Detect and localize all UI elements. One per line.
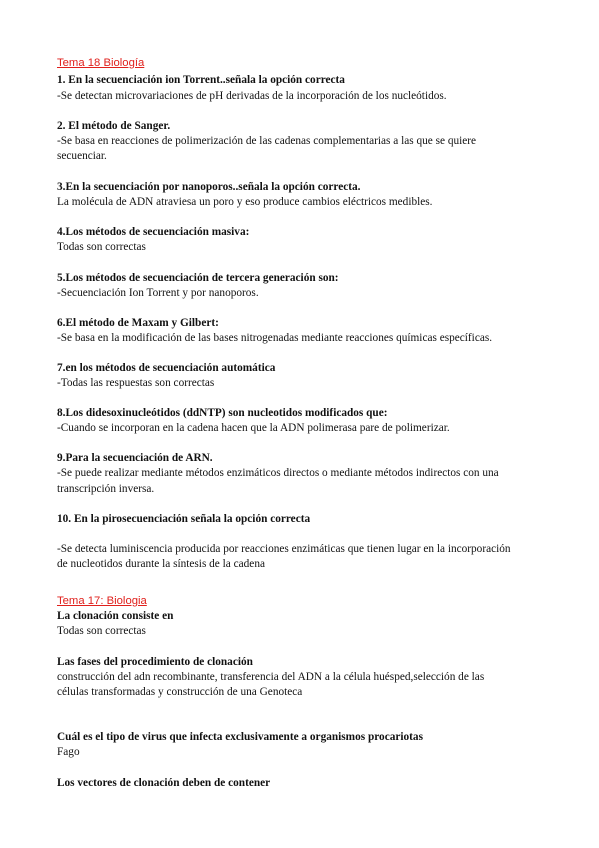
question-10: 10. En la pirosecuenciación señala la opción correcta: [57, 513, 311, 525]
answer-9-line-1: -Se puede realizar mediante métodos enzimáticos directos o mediante métodos indirectos con una: [57, 467, 499, 479]
answer-clonacion: Todas son correctas: [57, 625, 146, 637]
answer-10-line-1: -Se detecta luminiscencia producida por reacciones enzimáticas que tienen lugar en la incorporación: [57, 543, 511, 555]
question-4: 4.Los métodos de secuenciación masiva:: [57, 226, 250, 238]
answer-3: La molécula de ADN atraviesa un poro y eso produce cambios eléctricos medibles.: [57, 196, 433, 208]
question-vectores: Los vectores de clonación deben de contener: [57, 777, 271, 789]
answer-7: -Todas las respuestas son correctas: [57, 377, 215, 389]
question-9: 9.Para la secuenciación de ARN.: [57, 452, 213, 464]
question-fases-clonacion: Las fases del procedimiento de clonación: [57, 656, 253, 668]
answer-fases-line-2: células transformadas y construcción de una Genoteca: [57, 686, 303, 698]
question-6: 6.El método de Maxam y Gilbert:: [57, 317, 219, 329]
answer-9-line-2: transcripción inversa.: [57, 483, 155, 495]
answer-fases-line-1: construcción del adn recombinante, transferencia del ADN a la célula huésped,selección de las: [57, 671, 485, 683]
question-8: 8.Los didesoxinucleótidos (ddNTP) son nucleotidos modificados que:: [57, 407, 388, 419]
answer-10-line-2: de nucleotidos durante la síntesis de la cadena: [57, 558, 265, 570]
answer-1: -Se detectan microvariaciones de pH derivadas de la incorporación de los nucleótidos.: [57, 90, 447, 102]
question-5: 5.Los métodos de secuenciación de tercera generación son:: [57, 272, 339, 284]
section-title-tema-17: Tema 17: Biologia: [57, 595, 147, 607]
answer-6: -Se basa en la modificación de las bases nitrogenadas mediante reacciones químicas específicas.: [57, 332, 493, 344]
answer-4: Todas son correctas: [57, 241, 146, 253]
answer-virus: Fago: [57, 746, 80, 758]
answer-5: -Secuenciación Ion Torrent y por nanoporos.: [57, 287, 259, 299]
question-7: 7.en los métodos de secuenciación automática: [57, 362, 276, 374]
question-virus: Cuál es el tipo de virus que infecta exclusivamente a organismos procariotas: [57, 731, 423, 743]
section-title-tema-18: Tema 18 Biología: [57, 57, 145, 69]
answer-2-line-1: -Se basa en reacciones de polimerización de las cadenas complementarias a las que se quiere: [57, 135, 477, 147]
answer-2-line-2: secuenciar.: [57, 150, 107, 162]
question-2: 2. El método de Sanger.: [57, 120, 171, 132]
question-1: 1. En la secuenciación ion Torrent..señala la opción correcta: [57, 74, 345, 86]
question-3: 3.En la secuenciación por nanoporos..señala la opción correcta.: [57, 181, 361, 193]
question-clonacion: La clonación consiste en: [57, 610, 174, 622]
answer-8: -Cuando se incorporan en la cadena hacen que la ADN polimerasa pare de polimerizar.: [57, 422, 450, 434]
